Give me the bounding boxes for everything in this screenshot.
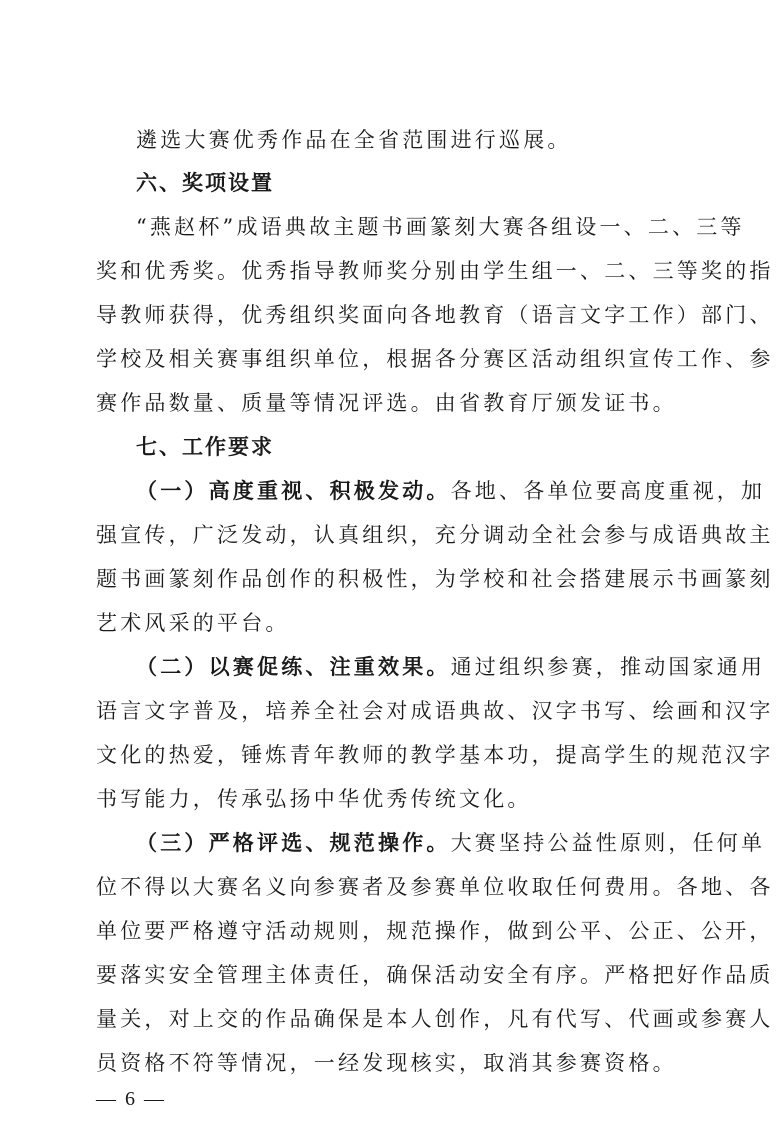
item-text: 大赛坚持公益性原则，任何单 <box>450 831 766 855</box>
text-line: 艺术风采的平台。 <box>96 611 290 635</box>
item-line-first <box>136 654 766 680</box>
item-line-first <box>136 830 766 856</box>
text-line: 书写能力，传承弘扬中华优秀传统文化。 <box>96 787 532 811</box>
item-title: （三）严格评选、规范操作。 <box>136 830 451 855</box>
page-number: — 6 — <box>96 1088 166 1110</box>
text-line: 题书画篆刻作品创作的积极性，为学校和社会搭建展示书画篆刻 <box>96 567 774 591</box>
section-heading-requirements: 七、工作要求 <box>136 434 274 459</box>
text-line: 单位要严格遵守活动规则，规范操作，做到公平、公正、公开， <box>96 919 774 943</box>
text-line: 位不得以大赛名义向参赛者及参赛单位收取任何费用。各地、各 <box>96 875 774 899</box>
text-line: 员资格不符等情况，一经发现核实，取消其参赛资格。 <box>96 1051 677 1075</box>
text-line: 语言文字普及，培养全社会对成语典故、汉字书写、绘画和汉字 <box>96 699 774 723</box>
item-line-first <box>136 478 766 504</box>
text-line: 量关，对上交的作品确保是本人创作，凡有代写、代画或参赛人 <box>96 1007 774 1031</box>
text-line: 遴选大赛优秀作品在全省范围进行巡展。 <box>136 128 572 152</box>
text-line: 强宣传，广泛发动，认真组织，充分调动全社会参与成语典故主 <box>96 523 774 547</box>
section-heading-awards: 六、奖项设置 <box>136 170 274 195</box>
text-line: 导教师获得，优秀组织奖面向各地教育（语言文字工作）部门、 <box>96 303 774 327</box>
item-text: 通过组织参赛，推动国家通用 <box>450 655 766 679</box>
item-title: （二）以赛促练、注重效果。 <box>136 654 451 679</box>
text-line: 学校及相关赛事组织单位，根据各分赛区活动组织宣传工作、参 <box>96 347 774 371</box>
text-line: 奖和优秀奖。优秀指导教师奖分别由学生组一、二、三等奖的指 <box>96 259 774 283</box>
item-text: 各地、各单位要高度重视，加 <box>450 479 766 503</box>
item-title: （一）高度重视、积极发动。 <box>136 478 451 503</box>
text-line: 赛作品数量、质量等情况评选。由省教育厅颁发证书。 <box>96 391 677 415</box>
text-line: 文化的热爱，锤炼青年教师的教学基本功，提高学生的规范汉字 <box>96 743 774 767</box>
text-line: “燕赵杯”成语典故主题书画篆刻大赛各组设一、二、三等 <box>136 215 745 239</box>
text-line: 要落实安全管理主体责任，确保活动安全有序。严格把好作品质 <box>96 963 774 987</box>
